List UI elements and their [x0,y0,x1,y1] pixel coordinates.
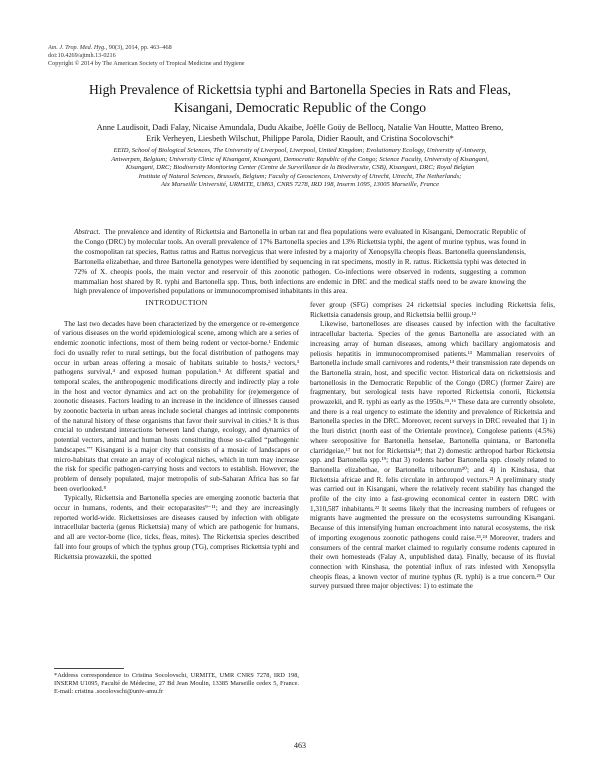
right-column [310,301,555,592]
title-line-2: Kisangani, Democratic Republic of the Congo [173,100,427,115]
correspondence-footnote: *Address correspondence to Cristina Socolovschi, URMITE, UMR CNRS 7278, IRD 198, INSERM U1095, Faculté de Médecine, 27 Bd Jean Moulin, 13385 Marseille cedex 5, France. E-mail: cristina .socolovschi@univ-amu.fr [54,672,299,696]
journal-copyright: Copyright © 2014 by The American Society of Tropical Medicine and Hygiene [48,60,245,67]
journal-doi: doi:10.4269/ajtmh.13-0216 [48,52,116,59]
abstract [74,228,526,297]
title-line-1: High Prevalence of Rickettsia typhi and Bartonella Species in Rats and Fleas, [88,82,512,97]
article-title [60,81,540,117]
journal-header [48,44,245,68]
intro-paragraph-1: The last two decades have been characterized by the emergence or re-emergence of various diseases on the world epidemiological scene, among which are a series of endemic zoonotic infections, most of them being rodent or vector-borne.¹ Endemic foci do usually refer to rural settings, but the focal distribution of pathogens may occur in urban areas offering a mosaic of habitats suitable to hosts,² vectors,³ pathogens survival,⁴ and exposed human population.⁵ At different spatial and temporal scales, the anthropogenic modifications directly and indirectly play a role in the host and vector dynamics and act on the probability for (re)emergence of zoonotic diseases. Factors leading to an increase in the incidence of illnesses caused by zoonotic bacteria in urban areas include societal changes ad intrinsic components of the natural history of these organisms that favor their survival in cities.⁶ It is thus crucial to understand interactions between land change, ecology, and dynamics of potential vectors, animal and human hosts constituting those so-called “pathogenic landscapes.”⁷ Kisangani is a major city that consists of a mosaic of landscapes or micro-habitats that create an array of ecological niches, which in turn may increase the risk for specific pathogen-carrying hosts and vectors to establish. However, the problem of densely populated, major metropolis of sub-Saharan Africa has so far been overlooked.⁸ [54,319,299,493]
abstract-label: Abstract. [74,228,101,236]
affiliation-line-3: Kisangani, DRC; Biodiversity Monitoring Center (Centre de Surveillance de la Biodiversite, CSB), Kisangani, DRC; Royal Belgian [125,164,475,172]
affiliation-line-1: EEID, School of Biological Sciences, The University of Liverpool, Liverpool, United Kingdom; Evolutionary Ecology, University of Antwerp, [113,147,487,154]
right-paragraph-1: fever group (SFG) comprises 24 rickettsial species including Rickettsia felis, Rickettsia canadensis group, and Rickettsia bellii group.¹² [310,301,555,319]
page-number: 463 [294,741,306,750]
intro-paragraph-2: Typically, Rickettsia and Bartonella species are emerging zoonotic bacteria that occur in humans, rodents, and their ectoparasites⁹⁻¹¹; and they are increasingly reported world-wide. Rickettsioses are diseases caused by infection with obligate intracellular bacteria (genus Rickettsia) many of which are pathogenic for humans, and all are vector-borne (lice, ticks, fleas, mites). The Rickettsia species described fall into four groups of which the typhus group (TG), comprises Rickettsia typhi and Rickettsia prowazekii, the spotted [54,494,299,561]
abstract-text: The prevalence and identity of Rickettsia and Bartonella in urban rat and flea populations were evaluated in Kisangani, Democratic Republic of the Congo (DRC) by molecular tools. An overall prevalence of 17% Bartonella species and 13% Rickettsia typhi, the agent of murine typhus, was found in the cosmopolitan rat species, Rattus rattus and Rattus norvegicus that were infested by a majority of Xenopsylla cheopis fleas. Bartonella queenslandensis, Bartonella elizabethae, and three Bartonella genotypes were identified by sequencing in rat specimens, mostly in R. rattus. Rickettsia typhi was detected in 72% of X. cheopis pools, the main vector and reservoir of this zoonotic pathogen. Co-infections were observed in rodents, suggesting a common mammalian host shared by R. typhi and Bartonella spp. Thus, both infections are endemic in DRC and the medical staffs need to be aware knowing the high prevalence of impoverished populations or immunocompromised inhabitants in this area. [74,228,526,296]
affiliations [52,147,548,190]
left-column [54,298,299,562]
affiliation-line-2: Antwerpen, Belgium; University Clinic of Kisangani, Kisangani, Democratic Republic of the Congo; Science Faculty, University of Kisangani, [111,155,489,163]
author-list [60,122,540,144]
authors-line-2: Erik Verheyen, Liesbeth Wilschut, Philippe Parola, Didier Raoult, and Cristina Socolovschi* [146,134,454,143]
affiliation-line-5: Aix Marseille Université, URMITE, UM63, CNRS 7278, IRD 198, Inserm 1095, 13005 Marseille, France [161,181,439,189]
right-paragraph-2: Likewise, bartonelloses are diseases caused by infection with the facultative intracellular bacteria. Species of the genus Bartonella are associated with an increasing array of human diseases, among which bacillary angiomatosis and peliosis hepatitis in immunocompromised patients.¹³ Mammalian reservoirs of Bartonella include small carnivores and rodents,¹⁴ their transmission rate depends on the Bartonella strain, host, and specific vector. Historical data on rickettsiosis and bartonellosis in the Democratic Republic of the Congo (DRC) (former Zaire) are fragmentary, but serological tests have reported Rickettsia conorii, Rickettsia prowazekii, and R. typhi as early as the 1950s.¹⁵,¹⁶ These data are currently obsolete, and there is a real urgency to estimate the identity and prevalence of Rickettsia and Bartonella species in the DRC. Moreover, recent surveys in DRC revealed that 1) in the Ituri district (north east of the Orientale province), Congolese patients (4.5%) where seropositive for Bartonella henselae, Bartonella quintana, or Bartonella clarridgeiae,¹⁷ but not for Rickettsia¹⁸; that 2) domestic arthropod harbor Rickettsia spp. and Bartonella spp.¹⁹; that 3) rodents harbor Bartonella spp. closely related to Bartonella elizabethae, or Bartonella tribocorum²⁰; and 4) in Kinshasa, that Rickettsia africae and R. felis circulate in arthropod vectors.²¹ A preliminary study was carried out in Kisangani, where the relatively recent stability has changed the profile of the city into a fast-growing economical center in eastern DRC with 1,310,587 inhabitants.²² It seems likely that the increasing numbers of refugees or migrants have augmented the pressure on the ecosystems surrounding Kisangani. Because of this intensifying human encroachment into natural ecosystems, the risk of importing exogenous zoonotic pathogens could raise.²³,²⁴ Moreover, traders and consumers of the central market claimed to regularly consume rodents captured in their own homesteads (Falay A, unpublished data). Finally, because of its fluvial connection with Kinshasa, the potential influx of rats infested with Xenopsylla cheopis fleas, a known vector of murine typhus (R. typhi) is a true concern.²⁵ Our survey pursued three major objectives: 1) to estimate the [310,320,555,591]
affiliation-line-4: Institute of Natural Sciences, Brussels, Belgium; Faculty of Geosciences, University of Utrecht, Utrecht, The Netherlands; [138,172,462,180]
journal-citation: Am. J. Trop. Med. Hyg., 90(3), 2014, pp. 463–468 [48,44,172,51]
footnote-divider [54,668,124,669]
authors-line-1: Anne Laudisoit, Dadi Falay, Nicaise Amundala, Dudu Akaibe, Joëlle Goüy de Bellocq, Natalie Van Houtte, Matteo Breno, [96,123,504,132]
section-heading: INTRODUCTION [145,298,208,307]
